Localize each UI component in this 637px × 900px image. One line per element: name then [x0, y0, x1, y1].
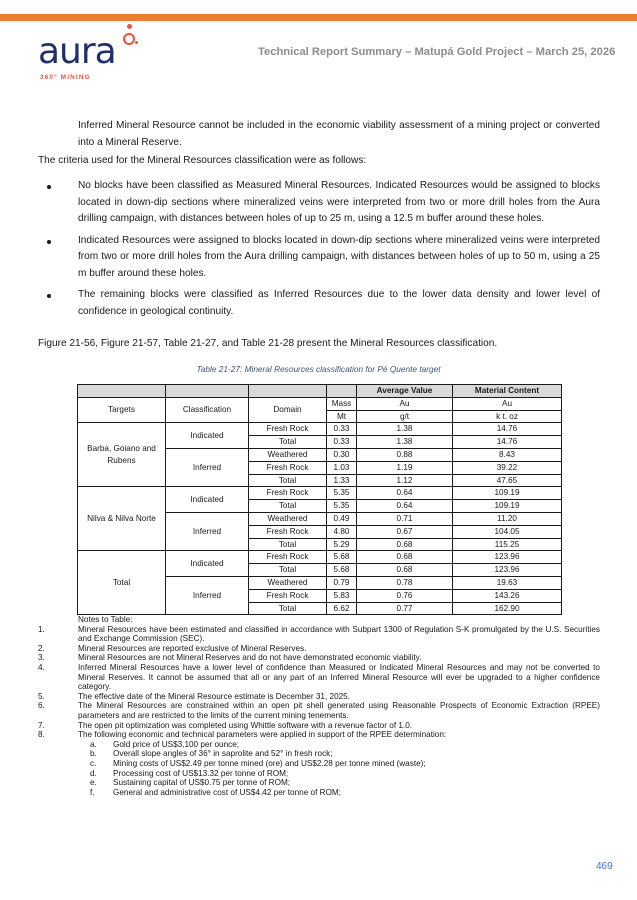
grade-cell: 0.77: [357, 602, 453, 615]
note-sub-item: [38, 749, 600, 759]
note-sub-text: Mining costs of US$2.49 per tonne mined (ore) and US$2.28 per tonne mined (waste);: [113, 758, 426, 768]
note-item: [38, 653, 600, 663]
header-cell-empty: [249, 385, 327, 398]
note-item: [38, 730, 600, 740]
grade-cell: 0.68: [357, 564, 453, 577]
bullet-text: Indicated Resources were assigned to blocks located in down-dip sections where mineralized veins were interpreted from two or more drill holes from the Aura drilling campaign, with distances between holes of up to 50 m, using a 25 m buffer around these holes.: [78, 234, 600, 279]
note-number: 1.: [38, 624, 45, 634]
mass-cell: 6.62: [327, 602, 357, 615]
mass-cell: 5.35: [327, 487, 357, 500]
table-notes: [38, 615, 600, 797]
mass-cell: 5.29: [327, 538, 357, 551]
note-number: 5.: [38, 691, 45, 701]
note-sub-letter: b.: [90, 749, 97, 759]
content-cell: 19.63: [453, 576, 562, 589]
domain-cell: Fresh Rock: [249, 461, 327, 474]
grade-cell: 0.88: [357, 448, 453, 461]
unit-mass: Mt: [327, 410, 357, 423]
unit-content: k t. oz: [453, 410, 562, 423]
domain-cell: Fresh Rock: [249, 525, 327, 538]
mass-cell: 0.30: [327, 448, 357, 461]
domain-cell: Total: [249, 602, 327, 615]
table-caption: Table 21-27: Mineral Resources classification for Pé Quente target: [196, 364, 441, 374]
content-cell: 47.65: [453, 474, 562, 487]
bullet-item: [38, 233, 600, 283]
note-text: The effective date of the Mineral Resource estimate is December 31, 2025.: [78, 691, 350, 701]
grade-cell: 0.67: [357, 525, 453, 538]
table-row: [78, 423, 562, 436]
domain-cell: Fresh Rock: [249, 589, 327, 602]
header-cell-empty: [78, 385, 166, 398]
note-number: 7.: [38, 720, 45, 730]
logo-wordmark: aura: [38, 31, 116, 72]
target-cell: Total: [78, 551, 166, 615]
header-content-au: Au: [453, 397, 562, 410]
note-item: [38, 721, 600, 731]
classification-cell: Indicated: [166, 423, 249, 449]
mass-cell: 5.68: [327, 564, 357, 577]
bullet-item: [38, 178, 600, 228]
note-text: The open pit optimization was completed using Whittle software with a revenue factor of 1.0.: [78, 720, 413, 730]
logo-ring-icon: [123, 33, 135, 45]
header-accent-bar: [0, 14, 637, 21]
bullet-icon: [47, 185, 51, 189]
mineral-resources-table: [77, 384, 562, 615]
domain-cell: Total: [249, 436, 327, 449]
note-text: The following economic and technical parameters were applied in support of the RPEE determination:: [78, 730, 447, 740]
note-sub-text: Sustaining capital of US$0.75 per tonne of ROM;: [113, 778, 291, 788]
aura-logo: [36, 24, 136, 86]
mass-cell: 0.33: [327, 423, 357, 436]
grade-cell: 1.19: [357, 461, 453, 474]
content-cell: 14.76: [453, 436, 562, 449]
table-row: [78, 551, 562, 564]
bullet-icon: [47, 240, 51, 244]
note-text: Mineral Resources are reported exclusive of Mineral Reserves.: [78, 643, 307, 653]
note-item: [38, 644, 600, 654]
domain-cell: Fresh Rock: [249, 551, 327, 564]
note-number: 8.: [38, 730, 45, 740]
note-number: 6.: [38, 701, 45, 711]
content-cell: 109.19: [453, 487, 562, 500]
note-number: 3.: [38, 653, 45, 663]
domain-cell: Fresh Rock: [249, 423, 327, 436]
table-header-group-row: [78, 385, 562, 398]
grade-cell: 0.68: [357, 538, 453, 551]
classification-cell: Indicated: [166, 487, 249, 513]
mass-cell: 5.83: [327, 589, 357, 602]
content-cell: 123.96: [453, 551, 562, 564]
content-cell: 109.19: [453, 500, 562, 513]
paragraph-criteria-intro: The criteria used for the Mineral Resources classification were as follows:: [38, 155, 367, 166]
note-sub-letter: a.: [90, 739, 97, 749]
header-cell-empty: [327, 385, 357, 398]
mass-cell: 5.68: [327, 551, 357, 564]
grade-cell: 0.78: [357, 576, 453, 589]
note-sub-text: Gold price of US$3,100 per ounce;: [113, 739, 240, 749]
logo-small-dot-icon: [135, 41, 138, 44]
note-number: 2.: [38, 643, 45, 653]
mass-cell: 1.03: [327, 461, 357, 474]
content-cell: 123.96: [453, 564, 562, 577]
domain-cell: Weathered: [249, 512, 327, 525]
content-cell: 143.26: [453, 589, 562, 602]
bullet-item: [38, 287, 600, 320]
target-cell: Nilva & Nilva Norte: [78, 487, 166, 551]
header-domain: Domain: [249, 397, 327, 423]
domain-cell: Weathered: [249, 576, 327, 589]
header-grade-au: Au: [357, 397, 453, 410]
note-text: Inferred Mineral Resources have a lower level of confidence than Measured or Indicated Mineral Resources and may not be converted to Mineral Reserves. It cannot be assumed that all or any part of an Inferred Mineral Resource will ever be upgraded to a higher confidence category.: [78, 662, 600, 692]
classification-cell: Inferred: [166, 448, 249, 486]
grade-cell: 0.71: [357, 512, 453, 525]
paragraph-figure-reference: Figure 21-56, Figure 21-57, Table 21-27, and Table 21-28 present the Mineral Resources classification.: [38, 338, 498, 349]
bullet-text: No blocks have been classified as Measured Mineral Resources. Indicated Resources would be assigned to blocks located in down-dip sections where mineralized veins were interpreted from two or more drill holes from the Aura drilling campaign, with distances between holes of up to 25 m, using a 12.5 m buffer around these holes.: [78, 180, 600, 224]
note-item: [38, 625, 600, 644]
domain-cell: Total: [249, 474, 327, 487]
header-mass: Mass: [327, 397, 357, 410]
content-cell: 11.20: [453, 512, 562, 525]
logo-tagline: 360° MINING: [40, 74, 91, 81]
page-number: 469: [596, 861, 613, 872]
content-cell: 39.22: [453, 461, 562, 474]
grade-cell: 0.68: [357, 551, 453, 564]
note-sub-text: General and administrative cost of US$4.42 per tonne of ROM;: [113, 787, 342, 797]
domain-cell: Total: [249, 564, 327, 577]
grade-cell: 0.64: [357, 487, 453, 500]
note-text: Mineral Resources have been estimated and classified in accordance with Subpart 1300 of Regulation S-K promulgated by the U.S. Securities and Exchange Commission (SEC).: [78, 624, 600, 644]
note-sub-text: Processing cost of US$13.32 per tonne of ROM;: [113, 768, 289, 778]
note-sub-text: Overall slope angles of 36° in saprolite and 52° in fresh rock;: [113, 749, 333, 759]
header-classification: Classification: [166, 397, 249, 423]
note-sub-item: [38, 740, 600, 750]
content-cell: 115.25: [453, 538, 562, 551]
grade-cell: 0.76: [357, 589, 453, 602]
report-header-title: Technical Report Summary – Matupá Gold Project – March 25, 2026: [258, 46, 616, 58]
content-cell: 14.76: [453, 423, 562, 436]
note-sub-item: [38, 769, 600, 779]
notes-title: Notes to Table:: [78, 615, 133, 624]
target-cell: Barba, Goiano and Rubens: [78, 423, 166, 487]
unit-grade: g/t: [357, 410, 453, 423]
mass-cell: 1.33: [327, 474, 357, 487]
grade-cell: 1.12: [357, 474, 453, 487]
note-text: The Mineral Resources are constrained within an open pit shell generated using Reasonable Prospects of Economic Extraction (RPEE) parameters and are restricted to the limits of the current mining tenements.: [78, 701, 600, 720]
domain-cell: Total: [249, 538, 327, 551]
content-cell: 162.90: [453, 602, 562, 615]
note-number: 4.: [38, 662, 45, 672]
classification-cell: Inferred: [166, 576, 249, 614]
domain-cell: Fresh Rock: [249, 487, 327, 500]
note-sub-letter: e.: [90, 778, 97, 788]
note-item: [38, 701, 600, 720]
mass-cell: 4.80: [327, 525, 357, 538]
note-sub-letter: f.: [90, 787, 95, 797]
note-sub-letter: d.: [90, 768, 97, 778]
paragraph-inferred-note: Inferred Mineral Resource cannot be included in the economic viability assessment of a mining project or converted into a Mineral Reserve.: [78, 120, 600, 148]
header-cell-empty: [166, 385, 249, 398]
classification-cell: Inferred: [166, 512, 249, 550]
bullet-icon: [47, 294, 51, 298]
mass-cell: 0.33: [327, 436, 357, 449]
logo-dot-icon: [127, 24, 132, 29]
note-text: Mineral Resources are not Mineral Reserves and do not have demonstrated economic viability.: [78, 653, 422, 663]
criteria-bullet-list: [38, 178, 600, 325]
note-item: [38, 692, 600, 702]
header-average-value: Average Value: [357, 385, 453, 398]
table-header-row: [78, 397, 562, 410]
table-row: [78, 487, 562, 500]
content-cell: 8.43: [453, 448, 562, 461]
grade-cell: 0.64: [357, 500, 453, 513]
note-sub-letter: c.: [90, 758, 97, 768]
grade-cell: 1.38: [357, 423, 453, 436]
note-sub-item: [38, 788, 600, 798]
classification-cell: Indicated: [166, 551, 249, 577]
note-item: [38, 663, 600, 692]
domain-cell: Total: [249, 500, 327, 513]
mass-cell: 0.49: [327, 512, 357, 525]
note-sub-item: [38, 778, 600, 788]
content-cell: 104.05: [453, 525, 562, 538]
header-targets: Targets: [78, 397, 166, 423]
bullet-text: The remaining blocks were classified as Inferred Resources due to the lower data density and lower level of confidence in geological continuity.: [78, 289, 600, 317]
domain-cell: Weathered: [249, 448, 327, 461]
mass-cell: 5.35: [327, 500, 357, 513]
header-material-content: Material Content: [453, 385, 562, 398]
note-sub-item: [38, 759, 600, 769]
grade-cell: 1.38: [357, 436, 453, 449]
mass-cell: 0.79: [327, 576, 357, 589]
